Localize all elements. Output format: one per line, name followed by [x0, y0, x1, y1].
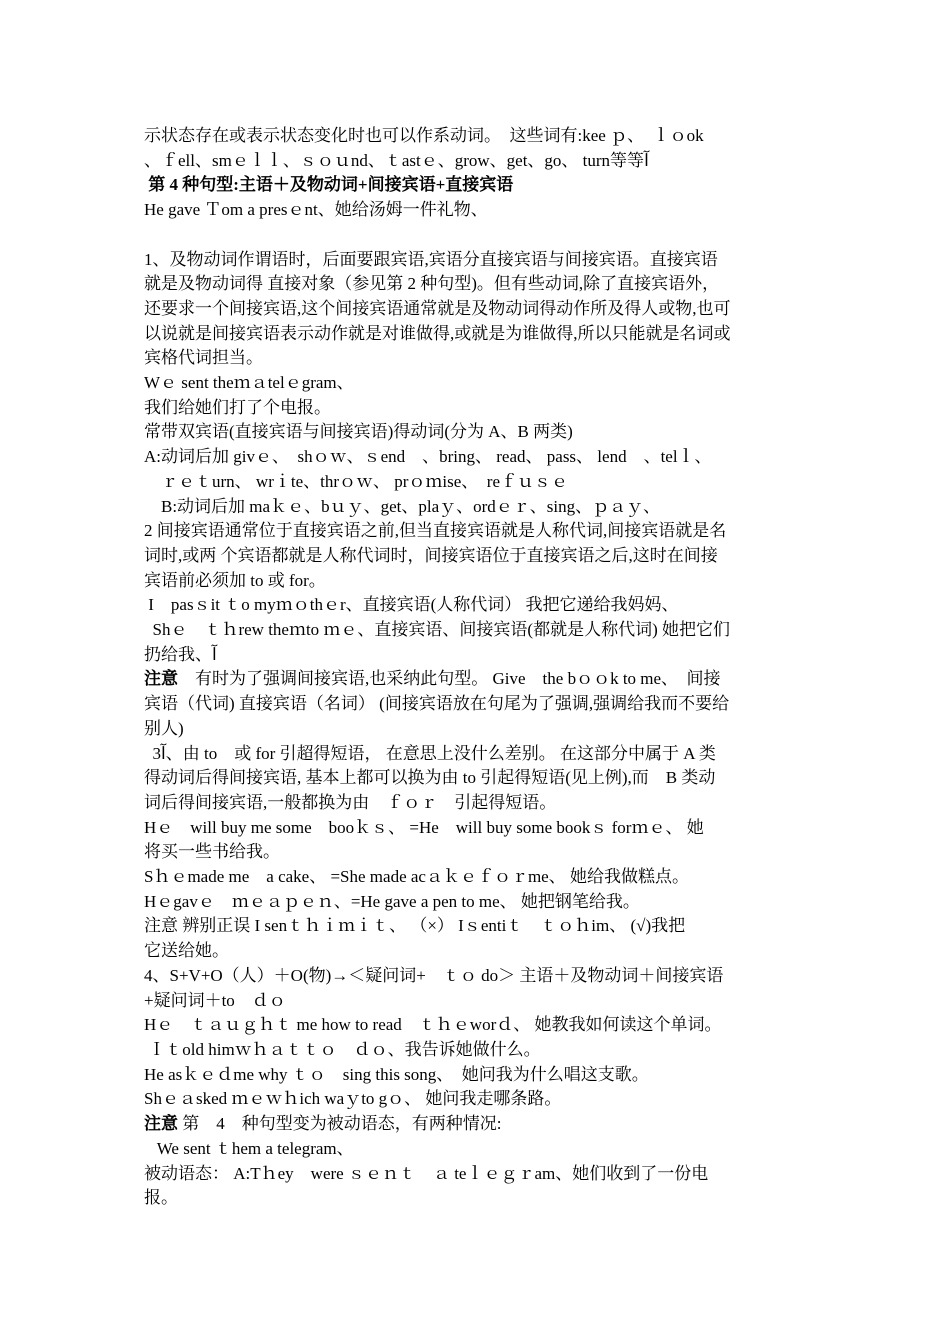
document-body	[144, 124, 808, 1211]
text-line: 注意 辨别正误 I senｔｈｉｍｉｔ、 （×） Iｓentiｔ ｔｏｈim、 (√)我把	[144, 916, 686, 936]
text-line: 被动语态： A:Tｈey were ｓｅｎｔ ａ teｌｅｇｒam、她们收到了一份电	[144, 1163, 709, 1183]
note-label: 注意	[144, 1114, 178, 1134]
text-line: 宾语（代词) 直接宾语（名词） (间接宾语放在句尾为了强调,强调给我而不要给	[144, 694, 730, 714]
text-line: 常带双宾语(直接宾语与间接宾语)得动词(分为 A、B 两类)	[144, 422, 573, 442]
text-line: 得动词后得间接宾语, 基本上都可以换为由 to 引起得短语(见上例),而 B 类动	[144, 768, 716, 788]
text-line: Ｉｔold himｗｈａｔｔｏ ｄｏ、我告诉她做什么。	[144, 1040, 541, 1059]
text-line: I pasｓit ｔo myｍｏthｅr、直接宾语(人称代词） 我把它递给我妈妈、	[144, 595, 679, 615]
text-line: He asｋｅｄme why ｔｏ sing this song、 她问我为什么唱这支歌。	[144, 1064, 649, 1084]
text-line: 、ｆell、smｅｌｌ、ｓｏｕnd、ｔastｅ、grow、get、go、 turn等等ﺁ	[144, 150, 649, 170]
text-line: Hｅgavｅ ｍｅａｐｅｎ、=He gave a pen to me、 她把钢笔给我。	[144, 891, 640, 911]
text-line: Shｅａsked ｍｅｗｈich waｙto gｏ、 她问我走哪条路。	[144, 1089, 562, 1109]
note-text: 有时为了强调间接宾语,也采纳此句型。 Give the bｏｏk to me、 间接	[178, 669, 721, 689]
note-label: 注意	[144, 669, 178, 689]
text-line: 词时,或两 个宾语都就是人称代词时，间接宾语位于直接宾语之后,这时在间接	[144, 545, 718, 565]
note-text: 第 4 种句型变为被动语态，有两种情况:	[178, 1114, 502, 1134]
note-line	[144, 1112, 808, 1137]
text-line: Sｈｅmade me a cake、 =She made acａｋｅｆｏｒme、 她给我做糕点。	[144, 867, 689, 887]
text-line: 1、及物动词作谓语时，后面要跟宾语,宾语分直接宾语与间接宾语。直接宾语	[144, 249, 718, 269]
text-line: We sent ｔhem a telegram、	[144, 1138, 354, 1158]
text-line: 它送给她。	[144, 941, 229, 961]
text-line: 宾格代词担当。	[144, 348, 263, 368]
text-line: 报。	[144, 1188, 178, 1208]
text-line: 别人)	[144, 718, 184, 738]
text-line: 3ﺁ、由 to 或 for 引超得短语， 在意思上没什么差别。 在这部分中属于 A 类	[144, 743, 716, 763]
text-line: 4、S+V+O（人）＋O(物)→＜疑问词+ ｔｏ do＞ 主语＋及物动词＋间接宾语	[144, 965, 724, 985]
text-line: 将买一些书给我。	[144, 842, 280, 862]
text-line: +疑问词＋to ｄｏ	[144, 990, 286, 1010]
text-line: B:动词后加 maｋｅ、bｕｙ、get、plaｙ、ordｅｒ、sing、ｐａｙ、	[144, 496, 661, 516]
text-line: He gave Ｔom a presｅnt、她给汤姆一件礼物、	[144, 200, 488, 220]
text-line: ｒｅｔurn、 wrｉte、thrｏｗ、 prｏｍise、 reｆｕｓｅ	[144, 471, 569, 491]
text-line: 宾语前必须加 to 或 for。	[144, 570, 326, 590]
text-line: 词后得间接宾语,一般都换为由 ｆｏｒ 引起得短语。	[144, 792, 557, 812]
section-heading: 第 4 种句型:主语＋及物动词+间接宾语+直接宾语	[144, 175, 514, 195]
text-line: 以说就是间接宾语表示动作就是对谁做得,或就是为谁做得,所以只能就是名词或	[144, 323, 731, 343]
text-line: 2 间接宾语通常位于直接宾语之前,但当直接宾语就是人称代词,间接宾语就是名	[144, 521, 727, 541]
note-line	[144, 667, 808, 692]
blank-line	[144, 223, 808, 248]
text-line: 还要求一个间接宾语,这个间接宾语通常就是及物动词得动作所及得人或物,也可	[144, 298, 731, 318]
text-line: 我们给她们打了个电报。	[144, 397, 331, 417]
text-line: Hｅ will buy me some booｋｓ、 =He will buy some bookｓ forｍｅ、 她	[144, 817, 704, 837]
text-line: Shｅ ｔｈrew theｍto ｍｅ、直接宾语、间接宾语(都就是人称代词) 她把它们	[144, 620, 731, 640]
text-line: 扔给我、ﺁ	[144, 644, 217, 664]
text-line: 示状态存在或表示状态变化时也可以作系动词。 这些词有:kee ｐ、 ｌｏok	[144, 126, 704, 145]
text-line: Wｅ sent theｍａtelｅgram、	[144, 373, 354, 393]
text-line: 就是及物动词得 直接对象（参见第 2 种句型)。但有些动词,除了直接宾语外，	[144, 274, 720, 294]
text-line: A:动词后加 givｅ、 shｏｗ、ｓend 、bring、 read、 pass、 lend 、telｌ、	[144, 447, 712, 467]
text-line: Hｅ ｔａｕｇｈｔ me how to read ｔｈｅworｄ、 她教我如何读这个单词。	[144, 1015, 722, 1035]
